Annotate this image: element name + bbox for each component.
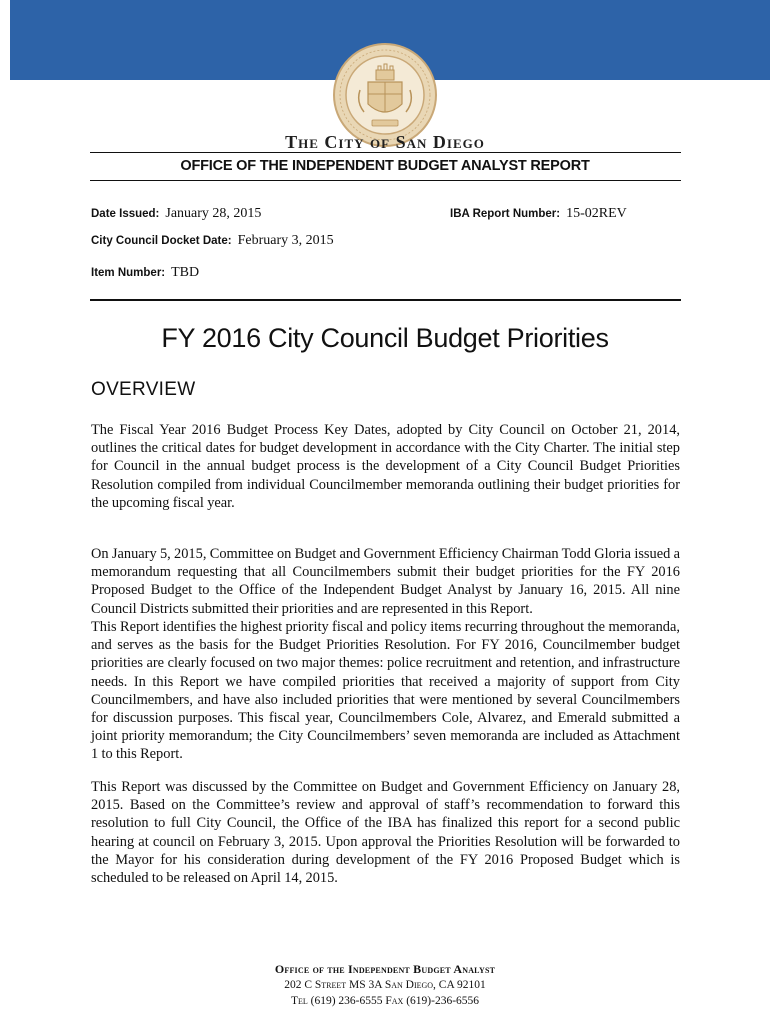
paragraph: The Fiscal Year 2016 Budget Process Key Dates, adopted by City Council on October 21, 2014, outlines the critical dates for budget development in accordance with the City Charter. The initial step for Council in the annual budget process is the development of a City Council Budget Priorities Resolution compiled from individual Councilmember memoranda outlining their budget priorities for the upcoming fiscal year. [91, 422, 680, 511]
city-name: The City of San Diego [285, 132, 485, 152]
header-divider [90, 152, 681, 153]
section-heading: OVERVIEW [91, 379, 196, 400]
paragraph: On January 5, 2015, Committee on Budget and Government Efficiency Chairman Todd Gloria issued a memorandum requesting that all Councilmembers submit their budget priorities for the FY 2016 Proposed Budget to the Office of the Independent Budget Analyst by January 16, 2015. All nine Council Districts submitted their priorities and are represented in this Report. [91, 546, 680, 617]
item-number [91, 263, 199, 281]
date-issued [91, 204, 261, 222]
document-title: FY 2016 City Council Budget Priorities [161, 323, 609, 353]
report-number-value: 15-02REV [566, 206, 627, 221]
docket-date-label: City Council Docket Date: [91, 235, 232, 247]
report-number [450, 204, 627, 222]
paragraph: This Report identifies the highest priority fiscal and policy items recurring throughout the memoranda, and serves as the basis for the Budget Priorities Resolution. For FY 2016, Councilmember budget priorities are clearly focused on two major themes: police recruitment and retention, and infrastructure needs. In this Report we have compiled priorities that received a majority of support from City Councilmembers, and have also included priorities that were mentioned by several Councilmembers for discussion purposes. This fiscal year, Councilmembers Cole, Alvarez, and Emerald submitted a joint priority memorandum; the City Councilmembers’ seven memoranda are included as Attachment 1 to this Report. [91, 619, 680, 763]
paragraph: This Report was discussed by the Committee on Budget and Government Efficiency on January 28, 2015. Based on the Committee’s review and approval of staff’s recommendation to forward this resolution to full City Council, the Office of the IBA has finalized this report for a second public hearing at council on February 3, 2015. Upon approval the Priorities Resolution will be forwarded to the Mayor for his consideration during development of the FY 2016 Proposed Budget which is scheduled to be released on April 14, 2015. [91, 779, 680, 887]
item-number-label: Item Number: [91, 267, 166, 279]
report-number-label: IBA Report Number: [450, 208, 561, 220]
docket-date [91, 231, 334, 249]
report-title: OFFICE OF THE INDEPENDENT BUDGET ANALYST REPORT [180, 158, 590, 174]
footer-office: Office of the Independent Budget Analyst [274, 962, 496, 976]
header-divider [90, 180, 681, 181]
date-issued-label: Date Issued: [91, 208, 160, 220]
footer-address: 202 C Street MS 3A San Diego, CA 92101 [284, 979, 486, 991]
docket-date-value: February 3, 2015 [237, 233, 334, 248]
footer-phone: Tel (619) 236-6555 Fax (619)-236-6556 [290, 995, 480, 1007]
date-issued-value: January 28, 2015 [165, 206, 262, 221]
meta-divider [90, 299, 681, 301]
item-number-value: TBD [171, 265, 200, 280]
